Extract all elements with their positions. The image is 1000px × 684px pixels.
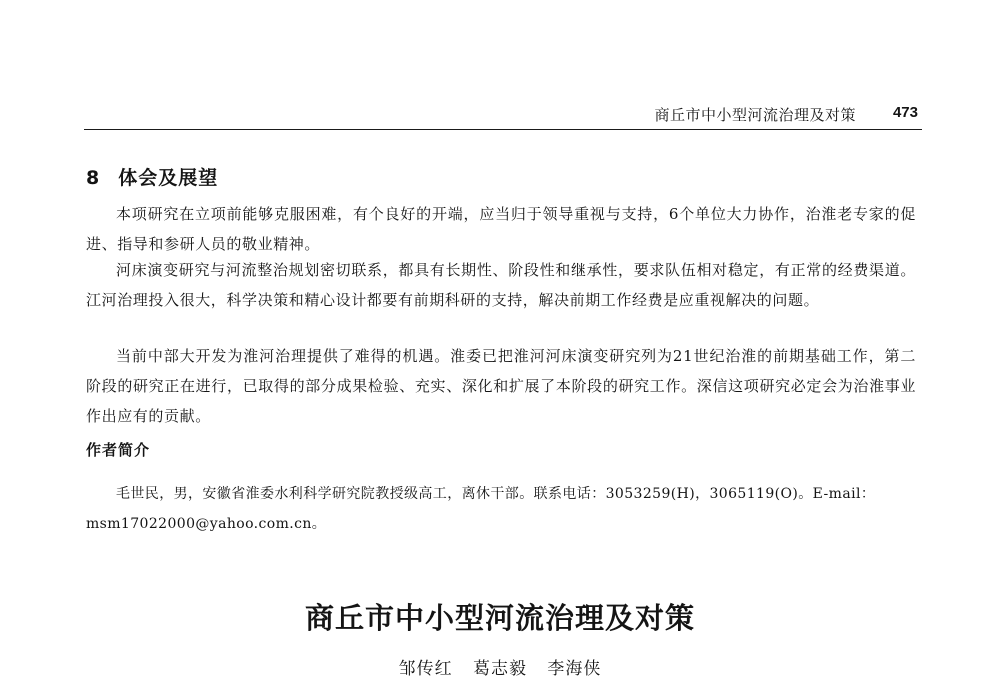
next-article-authors: 邹传红 葛志毅 李海侠 [398, 659, 602, 679]
section-title: 体会及展望 [118, 167, 219, 189]
paragraph: 本项研究在立项前能够克服困难，有个良好的开端，应当归于领导重视与支持，6个单位大力协作，治淮老专家的促进、指导和参研人员的敬业精神。 [86, 205, 916, 253]
running-title: 商丘市中小型河流治理及对策 [654, 106, 856, 124]
author-bio-heading: 作者简介 [86, 441, 151, 459]
page-number: 473 [892, 104, 918, 121]
section-heading [86, 163, 218, 190]
paragraph: 当前中部大开发为淮河治理提供了难得的机遇。淮委已把淮河河床演变研究列为21世纪治淮的前期基础工作，第二阶段的研究正在进行，已取得的部分成果检验、充实、深化和扩展了本阶段的研究工作。深信这项研究必定会为治淮事业作出应有的贡献。 [86, 347, 916, 425]
section-number: 8 [86, 167, 101, 189]
next-article-title: 商丘市中小型河流治理及对策 [304, 601, 695, 635]
running-header [84, 101, 922, 130]
author-bio-text: 毛世民，男，安徽省淮委水利科学研究院教授级高工，离休干部。联系电话：3053259(H)，3065119(O)。E-mail：msm17022000@yahoo.com.cn。 [86, 486, 876, 532]
paragraph: 河床演变研究与河流整治规划密切联系，都具有长期性、阶段性和继承性，要求队伍相对稳定，有正常的经费渠道。江河治理投入很大，科学决策和精心设计都要有前期科研的支持，解决前期工作经费是应重视解决的问题。 [86, 261, 916, 309]
